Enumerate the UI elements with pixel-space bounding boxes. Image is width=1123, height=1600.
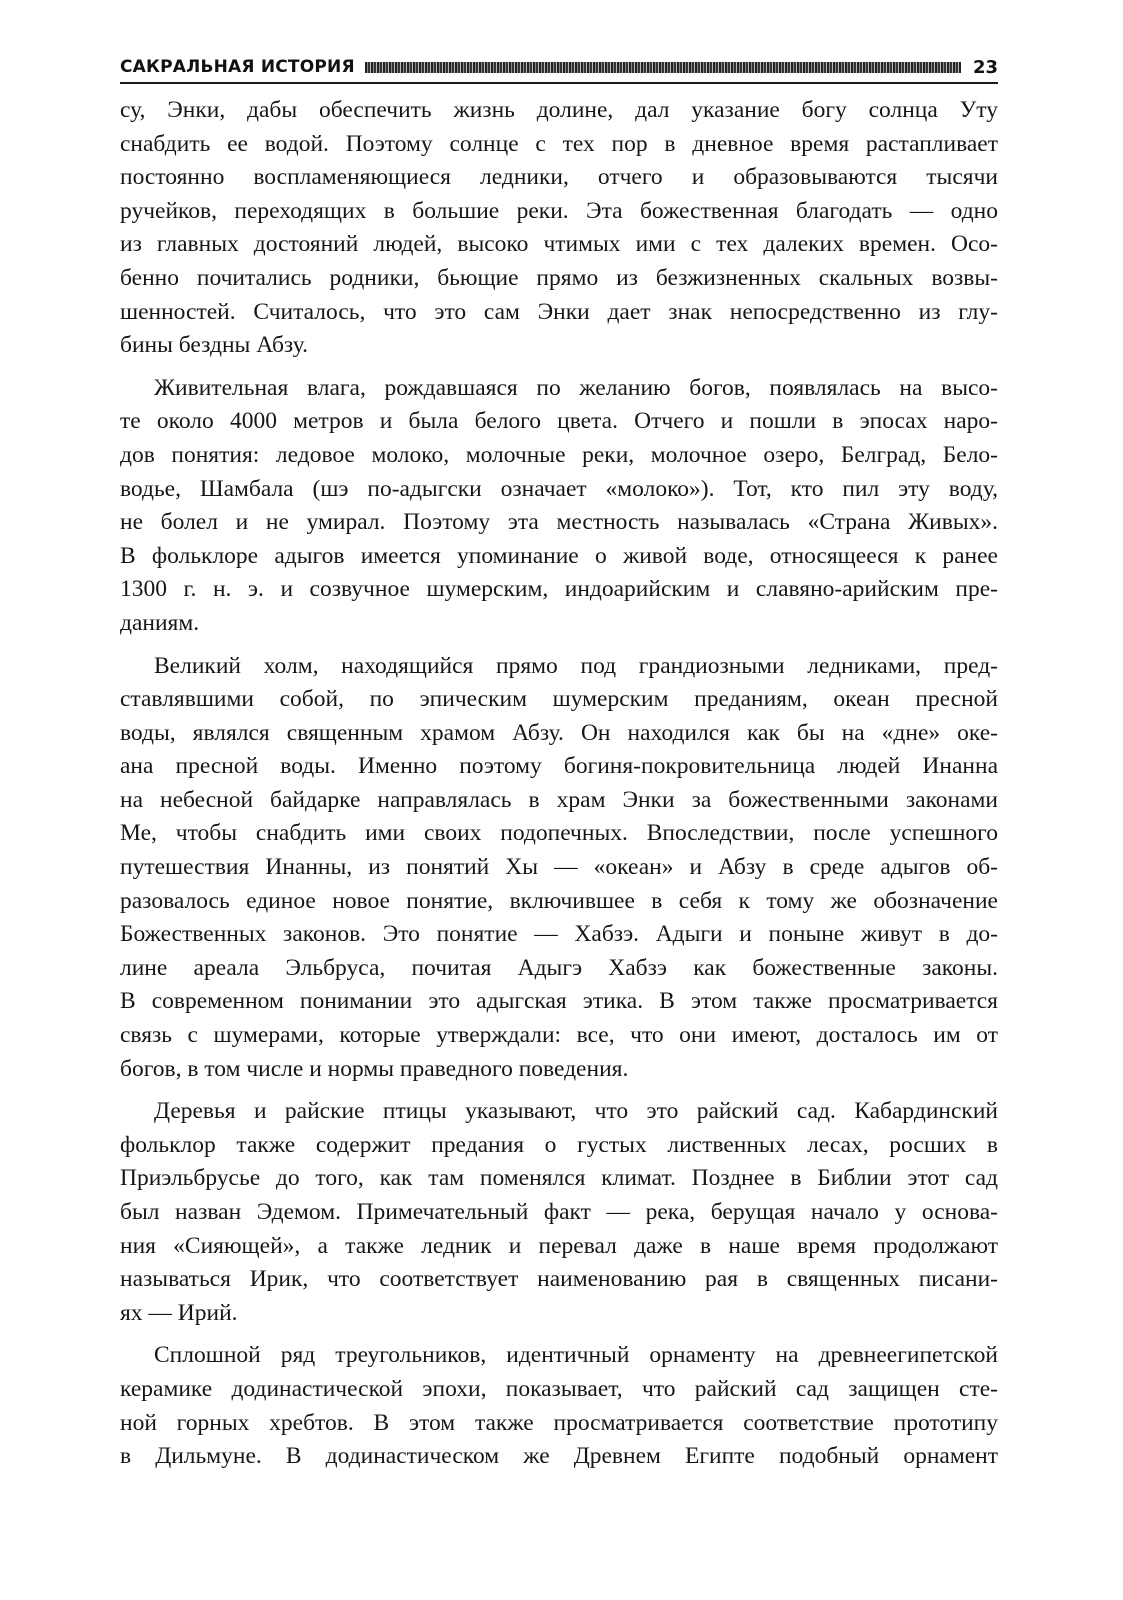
- body-text: [120, 94, 998, 1474]
- text-line: Сплошной ряд треугольников, идентичный орнаменту на древнеегипетской: [154, 1342, 998, 1369]
- text-line: шенностей. Считалось, что это сам Энки дает знак непосредственно из глу-: [120, 298, 998, 325]
- text-line: су, Энки, дабы обеспечить жизнь долине, дал указание богу солнца Уту: [120, 97, 998, 123]
- text-line: постоянно воспламеняющиеся ледники, отчего и образовываются тысячи: [120, 164, 998, 191]
- text-line: не болел и не умирал. Поэтому эта местность называлась «Страна Живых».: [120, 509, 998, 536]
- text-line: дов понятия: ледовое молоко, молочные реки, молочное озеро, Белград, Бело-: [120, 441, 998, 468]
- text-line: связь с шумерами, которые утверждали: все, что они имеют, досталось им от: [120, 1022, 998, 1049]
- text-line: снабдить ее водой. Поэтому солнце с тех пор в дневное время растапливает: [120, 130, 998, 157]
- text-line: из главных достояний людей, высоко чтимых ими с тех далеких времен. Осо-: [120, 231, 998, 258]
- text-line: ставлявшими собой, по эпическим шумерским преданиям, океан пресной: [120, 686, 998, 713]
- text-line: бины бездны Абзу.: [120, 332, 308, 359]
- text-line: был назван Эдемом. Примечательный факт — река, берущая начало у основа-: [120, 1199, 998, 1225]
- paragraph: [120, 372, 998, 641]
- text-line: ях — Ирий.: [120, 1299, 238, 1326]
- text-line: ния «Сияющей», а также ледник и перевал даже в наше время продолжают: [120, 1232, 998, 1259]
- text-line: называться Ирик, что соответствует наименованию рая в священных писани-: [120, 1266, 998, 1293]
- paragraph: [120, 1095, 998, 1330]
- text-line: ана пресной воды. Именно поэтому богиня-покровительница людей Инанна: [120, 753, 998, 780]
- text-line: лине ареала Эльбруса, почитая Адыгэ Хабзэ как божественные законы.: [120, 954, 998, 981]
- running-header: [120, 52, 998, 84]
- text-line: Приэльбрусье до того, как там поменялся климат. Позднее в Библии этот сад: [120, 1165, 998, 1192]
- text-line: в Дильмуне. В додинастическом же Древнем Египте подобный орнамент: [120, 1443, 998, 1470]
- book-page: [120, 52, 998, 1474]
- text-line: Великий холм, находящийся прямо под грандиозными ледниками, пред-: [154, 652, 998, 679]
- paragraph: [120, 94, 998, 363]
- text-line: богов, в том числе и нормы праведного поведения.: [120, 1055, 629, 1082]
- text-line: ручейков, переходящих в большие реки. Эта божественная благодать — одно: [120, 197, 998, 224]
- text-line: воды, являлся священным храмом Абзу. Он находился как бы на «дне» оке-: [120, 719, 998, 746]
- text-line: В фольклоре адыгов имеется упоминание о живой воде, относящееся к ранее: [120, 542, 998, 569]
- text-line: бенно почитались родники, бьющие прямо из безжизненных скальных возвы-: [120, 264, 998, 291]
- section-title: САКРАЛЬНАЯ ИСТОРИЯ: [120, 57, 355, 77]
- text-line: Живительная влага, рождавшаяся по желанию богов, появлялась на высо-: [154, 374, 998, 401]
- text-line: на небесной байдарке направлялась в храм Энки за божественными законами: [120, 786, 998, 813]
- paragraph: [120, 1339, 998, 1473]
- text-line: Божественных законов. Это понятие — Хабзэ. Адыги и поныне живут в до-: [120, 921, 998, 948]
- text-line: те около 4000 метров и была белого цвета. Отчего и пошли в эпосах наро-: [120, 408, 998, 435]
- text-line: даниям.: [120, 609, 200, 636]
- text-line: 1300 г. н. э. и созвучное шумерским, индоарийским и славяно-арийским пре-: [120, 576, 998, 603]
- text-line: разовалось единое новое понятие, включившее в себя к тому же обозначение: [120, 887, 998, 914]
- paragraph: [120, 650, 998, 1087]
- text-line: Деревья и райские птицы указывают, что это райский сад. Кабардинский: [154, 1098, 998, 1125]
- page-number: 23: [972, 56, 998, 78]
- text-line: Ме, чтобы снабдить ими своих подопечных. Впоследствии, после успешного: [120, 820, 998, 847]
- text-line: фольклор также содержит предания о густых лиственных лесах, росших в: [120, 1131, 998, 1158]
- header-decorative-rule: [365, 62, 961, 73]
- text-line: В современном понимании это адыгская этика. В этом также просматривается: [120, 988, 998, 1015]
- text-line: путешествия Инанны, из понятий Хы — «океан» и Абзу в среде адыгов об-: [120, 854, 998, 881]
- text-line: ной горных хребтов. В этом также просматривается соответствие прототипу: [120, 1409, 998, 1436]
- text-line: водье, Шамбала (шэ по-адыгски означает «молоко»). Тот, кто пил эту воду,: [120, 475, 998, 502]
- text-line: керамике додинастической эпохи, показывает, что райский сад защищен сте-: [120, 1375, 998, 1402]
